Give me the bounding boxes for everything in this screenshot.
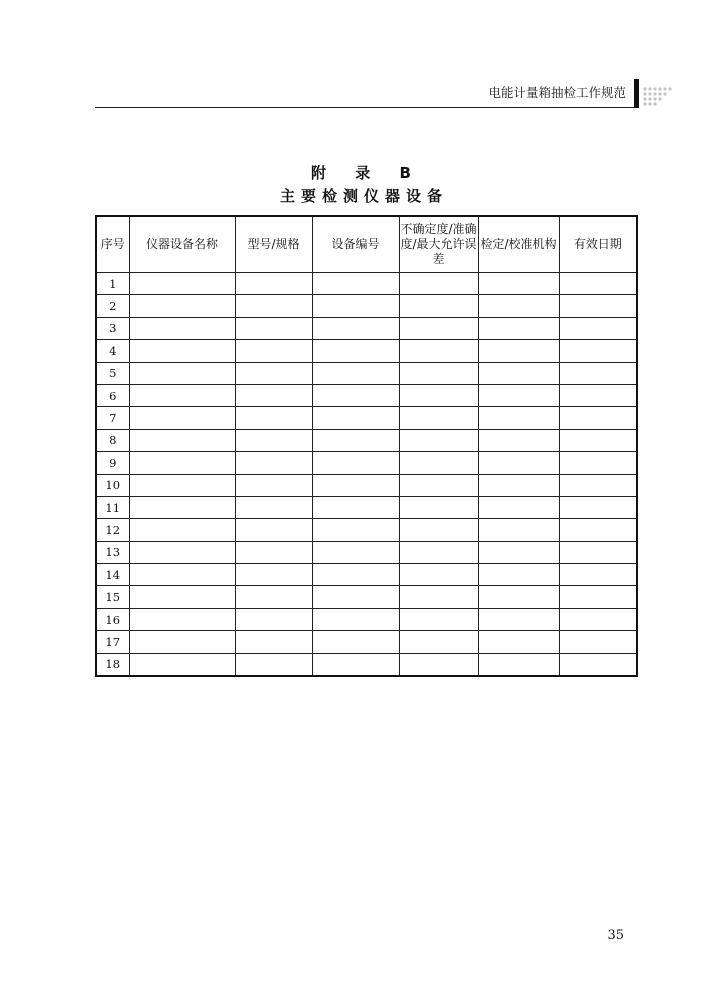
empty-cell: [399, 631, 478, 653]
empty-cell: [129, 317, 235, 339]
empty-cell: [478, 295, 559, 317]
empty-cell: [129, 608, 235, 630]
empty-cell: [478, 541, 559, 563]
empty-cell: [235, 429, 312, 451]
empty-cell: [312, 496, 399, 518]
table-row: [96, 407, 637, 429]
empty-cell: [312, 317, 399, 339]
column-header-calibration-agency: 检定/校准机构: [478, 216, 559, 273]
empty-cell: [235, 362, 312, 384]
table-header-row: [96, 216, 637, 273]
empty-cell: [312, 429, 399, 451]
empty-cell: [399, 653, 478, 676]
empty-cell: [235, 631, 312, 653]
empty-cell: [129, 273, 235, 295]
empty-cell: [399, 429, 478, 451]
empty-cell: [478, 586, 559, 608]
empty-cell: [399, 273, 478, 295]
row-index-cell: 15: [96, 586, 129, 608]
empty-cell: [235, 273, 312, 295]
empty-cell: [559, 631, 637, 653]
empty-cell: [235, 452, 312, 474]
empty-cell: [559, 452, 637, 474]
empty-cell: [399, 608, 478, 630]
empty-cell: [129, 429, 235, 451]
column-header-valid-date: 有效日期: [559, 216, 637, 273]
empty-cell: [129, 407, 235, 429]
table-row: [96, 564, 637, 586]
row-index-cell: 14: [96, 564, 129, 586]
table-row: [96, 586, 637, 608]
empty-cell: [478, 362, 559, 384]
table-row: [96, 384, 637, 406]
empty-cell: [399, 586, 478, 608]
appendix-title: 主要检测仪器设备: [279, 187, 448, 205]
empty-cell: [129, 631, 235, 653]
empty-cell: [399, 362, 478, 384]
row-index-cell: 12: [96, 519, 129, 541]
empty-cell: [399, 340, 478, 362]
empty-cell: [478, 631, 559, 653]
empty-cell: [235, 519, 312, 541]
empty-cell: [235, 317, 312, 339]
empty-cell: [559, 474, 637, 496]
column-header-index: 序号: [96, 216, 129, 273]
table-row: [96, 631, 637, 653]
empty-cell: [235, 384, 312, 406]
empty-cell: [399, 384, 478, 406]
empty-cell: [312, 541, 399, 563]
table-row: [96, 452, 637, 474]
empty-cell: [559, 519, 637, 541]
empty-cell: [235, 608, 312, 630]
empty-cell: [478, 452, 559, 474]
table-row: [96, 295, 637, 317]
header-marker-bar: [634, 79, 639, 108]
empty-cell: [235, 407, 312, 429]
empty-cell: [312, 631, 399, 653]
empty-cell: [478, 519, 559, 541]
empty-cell: [312, 384, 399, 406]
row-index-cell: 1: [96, 273, 129, 295]
empty-cell: [478, 340, 559, 362]
row-index-cell: 6: [96, 384, 129, 406]
empty-cell: [559, 295, 637, 317]
empty-cell: [235, 564, 312, 586]
row-index-cell: 7: [96, 407, 129, 429]
empty-cell: [129, 474, 235, 496]
empty-cell: [312, 452, 399, 474]
table-row: [96, 317, 637, 339]
empty-cell: [559, 407, 637, 429]
table-row: [96, 474, 637, 496]
table-row: [96, 519, 637, 541]
column-header-accuracy: 不确定度/准确度/最大允许误差: [399, 216, 478, 273]
table-row: [96, 653, 637, 676]
empty-cell: [312, 474, 399, 496]
table-row: [96, 429, 637, 451]
table-row: [96, 608, 637, 630]
row-index-cell: 10: [96, 474, 129, 496]
table-row: [96, 340, 637, 362]
empty-cell: [559, 362, 637, 384]
empty-cell: [129, 452, 235, 474]
empty-cell: [235, 541, 312, 563]
empty-cell: [129, 564, 235, 586]
row-index-cell: 17: [96, 631, 129, 653]
empty-cell: [478, 407, 559, 429]
empty-cell: [399, 541, 478, 563]
row-index-cell: 4: [96, 340, 129, 362]
header-rule: [95, 107, 636, 108]
empty-cell: [478, 564, 559, 586]
empty-cell: [235, 340, 312, 362]
empty-cell: [312, 340, 399, 362]
empty-cell: [129, 295, 235, 317]
empty-cell: [312, 273, 399, 295]
empty-cell: [559, 384, 637, 406]
empty-cell: [399, 407, 478, 429]
row-index-cell: 3: [96, 317, 129, 339]
empty-cell: [478, 474, 559, 496]
empty-cell: [129, 496, 235, 518]
empty-cell: [129, 519, 235, 541]
empty-cell: [312, 608, 399, 630]
empty-cell: [559, 429, 637, 451]
running-header-title: 电能计量箱抽检工作规范: [488, 85, 626, 100]
row-index-cell: 2: [96, 295, 129, 317]
empty-cell: [559, 273, 637, 295]
column-header-instrument-name: 仪器设备名称: [129, 216, 235, 273]
empty-cell: [235, 496, 312, 518]
empty-cell: [399, 317, 478, 339]
empty-cell: [312, 295, 399, 317]
empty-cell: [559, 653, 637, 676]
empty-cell: [129, 384, 235, 406]
empty-cell: [478, 496, 559, 518]
empty-cell: [129, 340, 235, 362]
table-row: [96, 273, 637, 295]
table-row: [96, 541, 637, 563]
empty-cell: [559, 564, 637, 586]
empty-cell: [312, 362, 399, 384]
empty-cell: [478, 608, 559, 630]
empty-cell: [399, 452, 478, 474]
row-index-cell: 11: [96, 496, 129, 518]
empty-cell: [312, 586, 399, 608]
empty-cell: [399, 564, 478, 586]
empty-cell: [559, 496, 637, 518]
empty-cell: [478, 384, 559, 406]
table-row: [96, 496, 637, 518]
row-index-cell: 18: [96, 653, 129, 676]
row-index-cell: 16: [96, 608, 129, 630]
empty-cell: [399, 295, 478, 317]
appendix-label: 附 录 B: [311, 164, 423, 182]
empty-cell: [312, 407, 399, 429]
empty-cell: [235, 586, 312, 608]
empty-cell: [129, 541, 235, 563]
row-index-cell: 13: [96, 541, 129, 563]
empty-cell: [478, 429, 559, 451]
empty-cell: [399, 474, 478, 496]
page-number: 35: [607, 928, 624, 943]
column-header-model: 型号/规格: [235, 216, 312, 273]
header-dots-ornament: [642, 86, 674, 108]
empty-cell: [559, 541, 637, 563]
table-row: [96, 362, 637, 384]
empty-cell: [478, 273, 559, 295]
empty-cell: [399, 519, 478, 541]
empty-cell: [559, 586, 637, 608]
equipment-table: [95, 215, 638, 677]
column-header-serial-number: 设备编号: [312, 216, 399, 273]
empty-cell: [559, 608, 637, 630]
empty-cell: [235, 295, 312, 317]
empty-cell: [399, 496, 478, 518]
empty-cell: [235, 474, 312, 496]
empty-cell: [478, 317, 559, 339]
row-index-cell: 9: [96, 452, 129, 474]
empty-cell: [312, 519, 399, 541]
row-index-cell: 8: [96, 429, 129, 451]
empty-cell: [559, 340, 637, 362]
empty-cell: [312, 653, 399, 676]
empty-cell: [478, 653, 559, 676]
empty-cell: [312, 564, 399, 586]
empty-cell: [559, 317, 637, 339]
row-index-cell: 5: [96, 362, 129, 384]
empty-cell: [129, 653, 235, 676]
empty-cell: [129, 362, 235, 384]
empty-cell: [129, 586, 235, 608]
empty-cell: [235, 653, 312, 676]
